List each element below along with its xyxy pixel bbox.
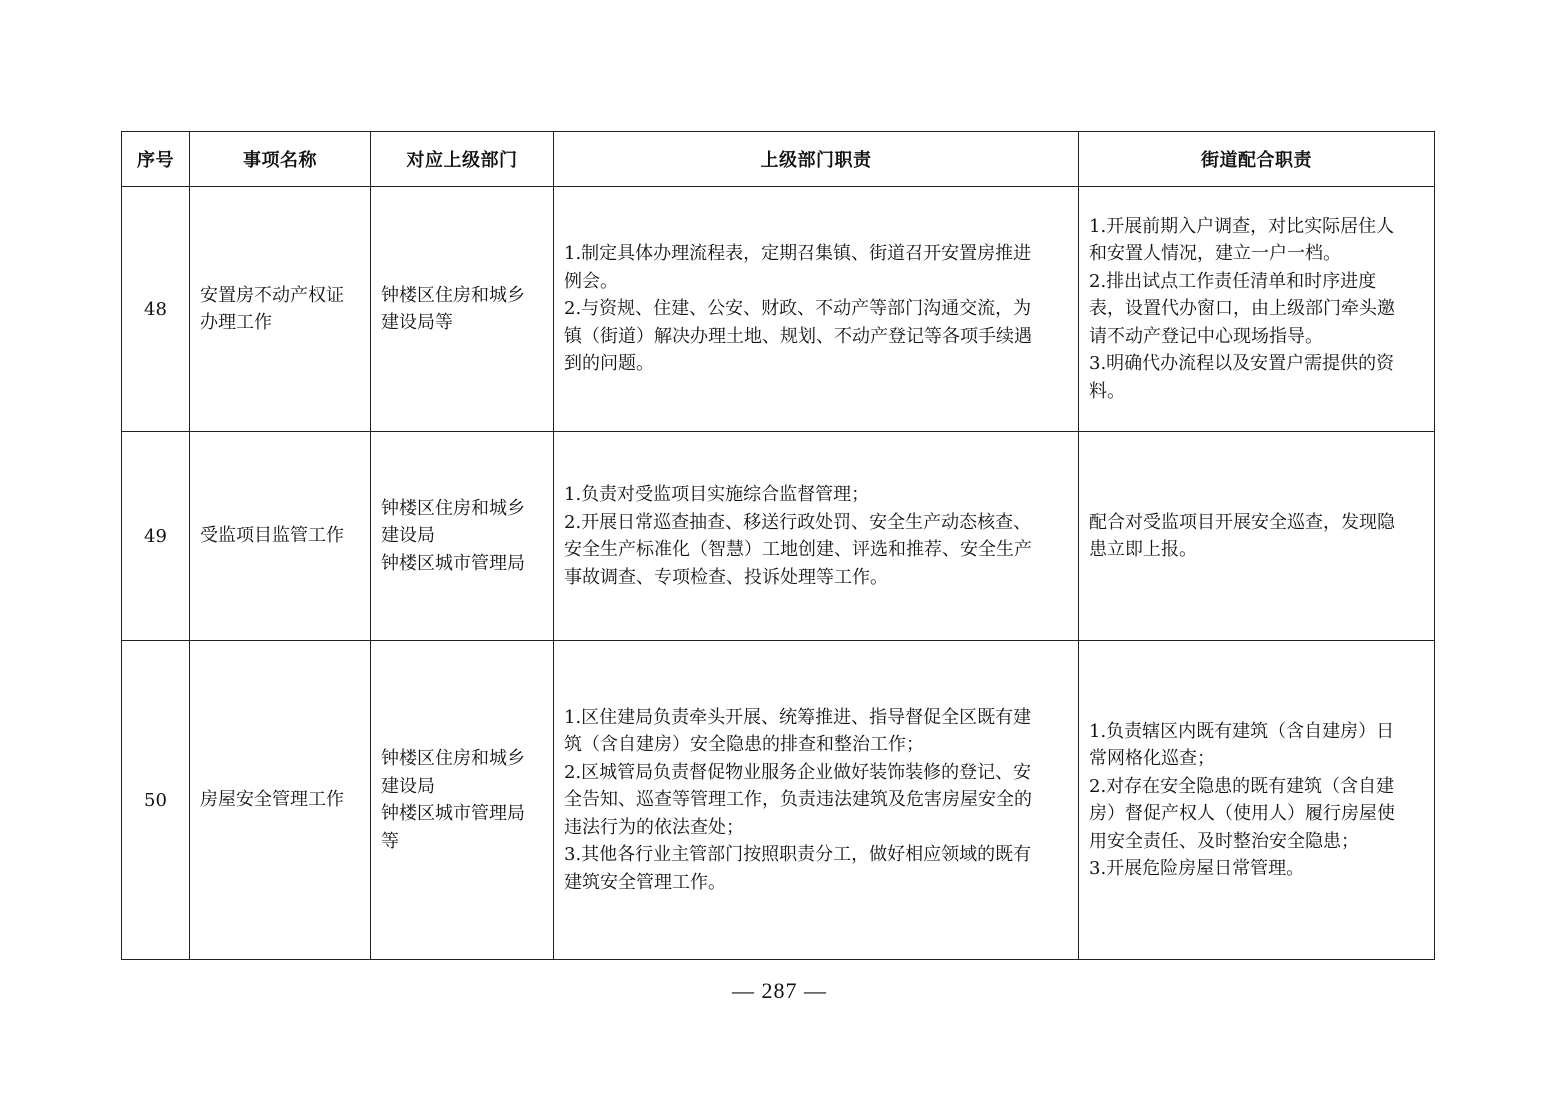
table-row xyxy=(122,187,1435,432)
duty-table xyxy=(121,131,1435,960)
street-duty-line: 房）督促产权人（使用人）履行房屋使 xyxy=(1089,803,1395,824)
street-duty-cell xyxy=(1079,432,1435,641)
upper-duty-line: 安全生产标准化（智慧）工地创建、评选和推荐、安全生产 xyxy=(564,539,1032,560)
upper-duty-line: 事故调查、专项检查、投诉处理等工作。 xyxy=(564,566,888,588)
upper-duty-cell xyxy=(554,187,1079,432)
item-name-cell xyxy=(190,641,371,960)
upper-duty-line: 到的问题。 xyxy=(564,353,654,375)
upper-duty-line: 2.与资规、住建、公安、财政、不动产等部门沟通交流，为 xyxy=(564,298,1032,320)
item-name-line: 受监项目监管工作 xyxy=(200,525,344,547)
item-name-cell xyxy=(190,432,371,641)
street-duty-line: 1.开展前期入户调查，对比实际居住人 xyxy=(1089,215,1395,237)
upper-duty-line: 2.区城管局负责督促物业服务企业做好装饰装修的登记、安 xyxy=(564,761,1032,783)
street-duty-line: 用安全责任、及时整治安全隐患； xyxy=(1089,830,1359,852)
dept-line: 建设局 xyxy=(381,525,435,547)
header-cell-upper-duty: 上级部门职责 xyxy=(554,132,1079,187)
upper-duty-line: 3.其他各行业主管部门按照职责分工，做好相应领域的既有 xyxy=(564,844,1032,866)
row-number: 49 xyxy=(122,432,190,641)
street-duty-line: 常网格化巡查； xyxy=(1089,748,1215,769)
street-duty-line: 3.开展危险房屋日常管理。 xyxy=(1089,858,1305,879)
upper-duty-line: 2.开展日常巡查抽查、移送行政处罚、安全生产动态核查、 xyxy=(564,511,1032,533)
street-duty-line: 配合对受监项目开展安全巡查，发现隐 xyxy=(1089,511,1395,533)
upper-duty-line: 筑（含自建房）安全隐患的排查和整治工作； xyxy=(564,734,924,756)
upper-duty-line: 镇（街道）解决办理土地、规划、不动产登记等各项手续遇 xyxy=(564,325,1032,347)
street-duty-line: 患立即上报。 xyxy=(1089,539,1197,560)
dept-line: 钟楼区城市管理局 xyxy=(381,803,525,824)
street-duty-line: 和安置人情况，建立一户一档。 xyxy=(1089,243,1341,265)
street-duty-line: 表，设置代办窗口，由上级部门牵头邀 xyxy=(1089,298,1395,320)
page-number: — 287 — xyxy=(732,978,827,1003)
header-cell-no: 序号 xyxy=(122,132,190,187)
upper-duty-line: 违法行为的依法查处； xyxy=(564,816,744,838)
header-cell-dept: 对应上级部门 xyxy=(371,132,554,187)
dept-line: 钟楼区住房和城乡 xyxy=(381,497,525,519)
dept-line: 建设局等 xyxy=(381,312,453,333)
dept-cell xyxy=(371,187,554,432)
upper-duty-cell xyxy=(554,432,1079,641)
dept-cell xyxy=(371,432,554,641)
upper-duty-cell xyxy=(554,641,1079,960)
item-name-line: 办理工作 xyxy=(200,312,272,333)
dept-line: 钟楼区住房和城乡 xyxy=(381,748,525,769)
upper-duty-line: 1.区住建局负责牵头开展、统筹推进、指导督促全区既有建 xyxy=(564,706,1032,728)
upper-duty-line: 例会。 xyxy=(564,270,618,292)
dept-line: 钟楼区住房和城乡 xyxy=(381,284,525,306)
upper-duty-line: 1.负责对受监项目实施综合监督管理； xyxy=(564,484,870,505)
dept-line: 钟楼区城市管理局 xyxy=(381,552,525,574)
item-name-line: 房屋安全管理工作 xyxy=(200,789,344,811)
table-row xyxy=(122,641,1435,960)
item-name-cell xyxy=(190,187,371,432)
row-number: 50 xyxy=(122,641,190,960)
header-row xyxy=(122,132,1435,187)
street-duty-cell xyxy=(1079,641,1435,960)
street-duty-line: 2.对存在安全隐患的既有建筑（含自建 xyxy=(1089,775,1395,797)
dept-line: 等 xyxy=(381,830,399,852)
dept-line: 建设局 xyxy=(381,775,435,797)
street-duty-line: 2.排出试点工作责任清单和时序进度 xyxy=(1089,270,1377,292)
street-duty-line: 请不动产登记中心现场指导。 xyxy=(1089,325,1323,347)
row-number: 48 xyxy=(122,187,190,432)
upper-duty-line: 建筑安全管理工作。 xyxy=(564,871,726,893)
table-row xyxy=(122,432,1435,641)
street-duty-line: 3.明确代办流程以及安置户需提供的资 xyxy=(1089,353,1395,375)
upper-duty-line: 1.制定具体办理流程表，定期召集镇、街道召开安置房推进 xyxy=(564,243,1032,265)
street-duty-line: 1.负责辖区内既有建筑（含自建房）日 xyxy=(1089,720,1395,742)
header-cell-name: 事项名称 xyxy=(190,132,371,187)
upper-duty-line: 全告知、巡查等管理工作，负责违法建筑及危害房屋安全的 xyxy=(564,789,1032,811)
item-name-line: 安置房不动产权证 xyxy=(200,284,344,306)
street-duty-line: 料。 xyxy=(1089,380,1125,402)
dept-cell xyxy=(371,641,554,960)
header-cell-street-duty: 街道配合职责 xyxy=(1079,132,1435,187)
street-duty-cell xyxy=(1079,187,1435,432)
